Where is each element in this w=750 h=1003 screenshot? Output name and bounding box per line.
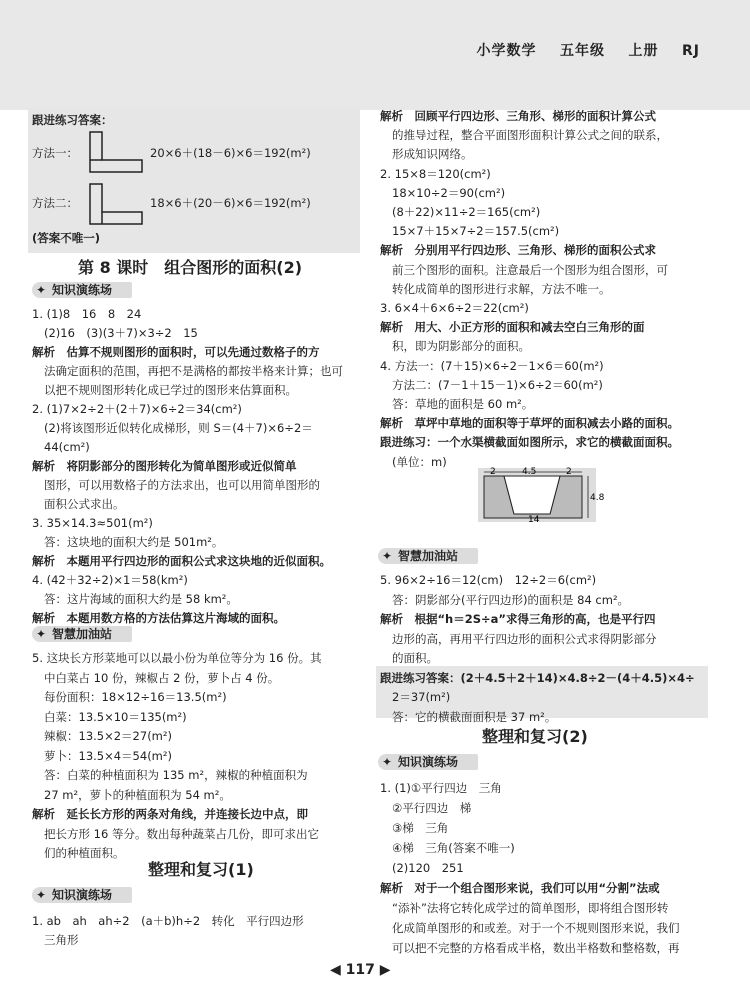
- text-line: 5. 这块长方形菜地可以以最小份为单位等分为 16 份。其: [32, 651, 322, 665]
- method2-label: 方法二：: [32, 196, 78, 210]
- runner-icon: ✦: [382, 755, 393, 769]
- text-line: (单位：m): [392, 454, 447, 469]
- fig-label-w: 14: [528, 515, 540, 524]
- text-line: 解析 对于一个组合图形来说，我们可以用“分割”法或: [380, 881, 660, 895]
- text-line: 4. (42＋32÷2)×1＝58(km²): [32, 573, 188, 587]
- method1-label: 方法一：: [32, 146, 78, 160]
- text-line: 解析 本题用数方格的方法估算这片海域的面积。: [32, 611, 285, 625]
- text-line: 4. 方法一：(7＋15)×6÷2－1×6＝60(m²): [380, 358, 604, 373]
- runner-icon: ✦: [382, 549, 393, 563]
- text-line: 解析 延长长方形的两条对角线，并连接长边中点，即: [32, 807, 308, 821]
- text-line: 方法二：(7－1＋15－1)×6÷2＝60(m²): [392, 377, 603, 392]
- text-line: 辣椒：13.5×2＝27(m²): [44, 729, 172, 743]
- text-line: 三角形: [44, 933, 79, 947]
- lesson-title: 第 8 课时 组合图形的面积(2): [78, 258, 303, 277]
- runner-icon: ✦: [36, 283, 47, 297]
- text-line: 1. (1)①平行四边 三角: [380, 781, 502, 795]
- text-line: 答：这片海域的面积大约是 58 km²。: [44, 592, 238, 606]
- text-line: 答：这块地的面积大约是 501m²。: [44, 535, 224, 549]
- not-unique-note: (答案不唯一): [32, 231, 101, 245]
- page-number: [330, 962, 391, 978]
- text-line: 3. 35×14.3≈501(m²): [32, 516, 153, 530]
- fig-label-a: 2: [490, 467, 496, 477]
- band-knowledge-2: [32, 887, 132, 903]
- method1-figure: [86, 128, 146, 176]
- text-line: 跟进练习答案：(2＋4.5＋2＋14)×4.8÷2－(4＋4.5)×4÷: [380, 670, 695, 685]
- page-number-value: 117: [345, 962, 375, 978]
- text-line: 答：草地的面积是 60 m²。: [392, 397, 534, 411]
- band-knowledge-3: [378, 754, 478, 770]
- text-line: 2. 15×8＝120(cm²): [380, 166, 491, 181]
- text-line: 1. ab ah ah÷2 (a＋b)h÷2 转化 平行四边形: [32, 914, 304, 928]
- text-line: 解析 将阴影部分的图形转化为简单图形或近似简单: [32, 459, 297, 473]
- fig-label-c: 2: [566, 467, 572, 477]
- text-line: 萝卜：13.5×4＝54(m²): [44, 748, 172, 763]
- header-title: [477, 40, 701, 60]
- method2-figure: [86, 180, 146, 228]
- fig-label-h: 4.8: [590, 493, 605, 503]
- text-line: 解析 本题用平行四边形的面积公式求这块地的近似面积。: [32, 554, 331, 568]
- text-line: 每份面积：18×12÷16＝13.5(m²): [44, 690, 227, 704]
- method2-formula: 18×6＋(20－6)×6＝192(m²): [150, 196, 311, 210]
- review2-title: 整理和复习(2): [482, 727, 588, 746]
- text-line: (2)将该图形近似转化成梯形，则 S＝(4＋7)×6÷2＝: [44, 421, 313, 435]
- text-line: 解析 根据“h＝2S÷a”求得三角形的高，也是平行四: [380, 612, 656, 626]
- text-line: 的面积。: [392, 651, 438, 665]
- text-line: (2)120 251: [392, 861, 464, 875]
- text-line: 可以把不完整的方格看成半格，数出半格数和整格数，再: [392, 941, 680, 955]
- text-line: 图形，可以用数格子的方法求出，也可以用简单图形的: [44, 478, 320, 492]
- text-line: “添补”法将它转化成学过的简单图形，即将组合图形转: [392, 901, 669, 915]
- text-line: 5. 96×2÷16＝12(cm) 12÷2＝6(cm²): [380, 573, 597, 587]
- edition-label: RJ: [682, 43, 700, 59]
- text-line: 2＝37(m²): [392, 690, 451, 704]
- runner-icon: ✦: [36, 888, 47, 902]
- text-line: ②平行四边 梯: [392, 801, 472, 815]
- subject-label: 小学数学: [476, 43, 537, 59]
- text-line: 积，即为阴影部分的面积。: [392, 339, 530, 354]
- band-knowledge-2-label: 知识演练场: [52, 888, 113, 902]
- band-knowledge-1-label: 知识演练场: [52, 283, 113, 297]
- text-line: 前三个图形的面积。注意最后一个图形为组合图形，可: [392, 262, 668, 277]
- text-line: (8＋22)×11÷2＝165(cm²): [392, 205, 541, 219]
- text-line: 把长方形 16 等分。数出每种蔬菜占几份，即可求出它: [44, 826, 319, 841]
- band-knowledge-3-label: 知识演练场: [398, 755, 459, 769]
- text-line: 们的种植面积。: [44, 846, 125, 860]
- text-line: 15×7＋15×7÷2＝157.5(cm²): [392, 224, 560, 239]
- prev-arrow-icon: ◀: [330, 962, 346, 978]
- text-line: 的推导过程，整合平面图形面积计算公式之间的联系，: [392, 128, 668, 143]
- next-arrow-icon: ▶: [374, 962, 391, 978]
- text-line: 解析 回顾平行四边形、三角形、梯形的面积计算公式: [380, 109, 656, 123]
- text-line: 答：白菜的种植面积为 135 m²，辣椒的种植面积为: [44, 768, 308, 782]
- band-wisdom-2-label: 智慧加油站: [398, 549, 459, 563]
- text-line: 2. (1)7×2÷2＋(2＋7)×6÷2＝34(cm²): [32, 402, 242, 416]
- text-line: 27 m²，萝卜的种植面积为 54 m²。: [44, 787, 231, 802]
- review1-title: 整理和复习(1): [148, 860, 254, 879]
- band-wisdom-2: [378, 548, 478, 564]
- channel-figure: [470, 462, 610, 524]
- text-line: 白菜：13.5×10＝135(m²): [44, 709, 187, 724]
- text-line: 44(cm²): [44, 440, 90, 454]
- method1-formula: 20×6＋(18－6)×6＝192(m²): [150, 146, 311, 160]
- text-line: 化成简单图形的和或差。对于一个不规则图形来说，我们: [392, 921, 680, 935]
- text-line: 答：阴影部分(平行四边形)的面积是 84 cm²。: [392, 592, 630, 607]
- text-line: 1. (1)8 16 8 24: [32, 307, 142, 321]
- text-line: 3. 6×4＋6×6÷2＝22(cm²): [380, 301, 529, 315]
- text-line: (2)16 (3)(3＋7)×3÷2 15: [44, 326, 198, 340]
- text-line: 中白菜占 10 份，辣椒占 2 份，萝卜占 4 份。: [44, 670, 280, 685]
- text-line: 18×10÷2＝90(cm²): [392, 185, 506, 200]
- text-line: 解析 估算不规则图形的面积时，可以先通过数格子的方: [32, 345, 320, 359]
- text-line: 面积公式求出。: [44, 497, 125, 511]
- text-line: 转化成简单的图形进行求解，方法不唯一。: [392, 281, 611, 296]
- text-line: 法确定面积的范围，再把不是满格的都按半格来计算；也可: [44, 364, 343, 378]
- text-line: 以把不规则图形转化成已学过的图形来估算面积。: [44, 383, 297, 397]
- text-line: 解析 分别用平行四边形、三角形、梯形的面积公式求: [380, 243, 656, 258]
- text-line: 答：它的横截面面积是 37 m²。: [392, 709, 557, 724]
- text-line: 形成知识网络。: [392, 147, 473, 162]
- text-line: 解析 草坪中草地的面积等于草坪的面积减去小路的面积。: [380, 416, 679, 431]
- text-line: ③梯 三角: [392, 821, 449, 835]
- band-wisdom-1-label: 智慧加油站: [52, 627, 113, 641]
- text-line: 跟进练习：一个水渠横截面如图所示，求它的横截面面积。: [380, 435, 679, 450]
- runner-icon: ✦: [36, 627, 47, 641]
- text-line: ④梯 三角(答案不唯一): [392, 841, 515, 855]
- band-wisdom-1: [32, 626, 132, 642]
- fig-label-b: 4.5: [522, 467, 537, 477]
- text-line: 解析 用大、小正方形的面积和减去空白三角形的面: [380, 320, 645, 335]
- volume-label: 上册: [628, 43, 659, 59]
- follow-answer-title: 跟进练习答案：: [32, 113, 113, 127]
- grade-label: 五年级: [560, 43, 605, 59]
- page-header: [0, 0, 750, 110]
- text-line: 边形的高，再用平行四边形的面积公式求得阴影部分: [392, 631, 657, 646]
- band-knowledge-1: [32, 282, 132, 298]
